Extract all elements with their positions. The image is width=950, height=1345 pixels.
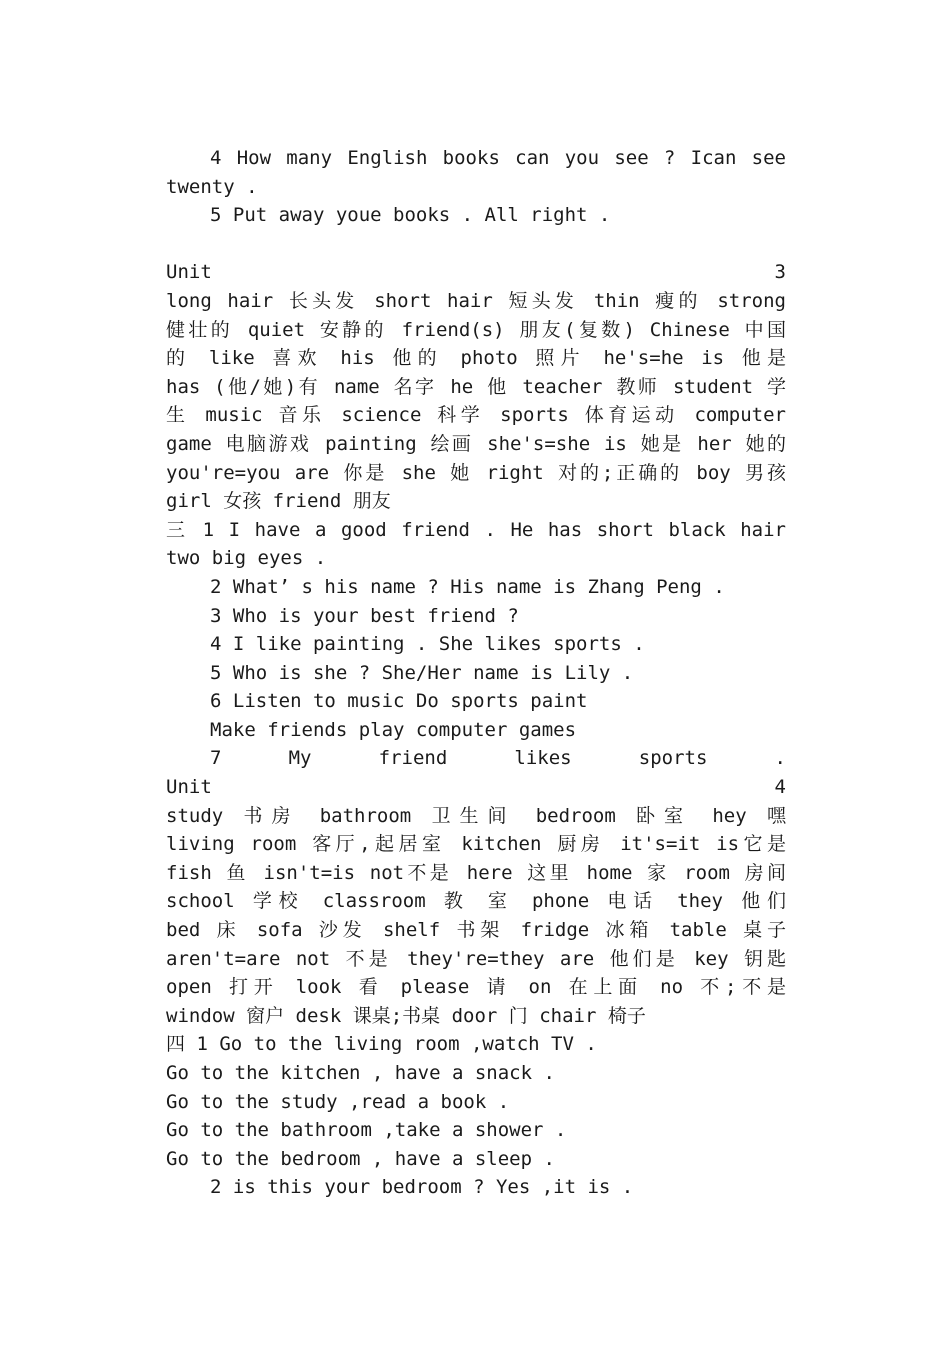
text-line: 6 Listen to music Do sports paint (210, 690, 588, 713)
document-page (166, 144, 786, 1202)
text-line: Unit 3 (166, 261, 786, 284)
text-line: game 电脑游戏 painting 绘画 she's=she is 她是 her 她的 (166, 432, 786, 455)
text-line: Go to the bedroom , have a sleep . (166, 1147, 555, 1170)
text-line: 5 Put away youe books . All right . (210, 204, 611, 227)
text-line: 2 is this your bedroom ? Yes ,it is . (210, 1176, 634, 1199)
blank-line (166, 230, 786, 259)
text-line: living room 客厅,起居室 kitchen 厨房 it's=it is它是 (166, 833, 786, 856)
text-line: twenty . (166, 175, 258, 198)
text-line: 四 1 Go to the living room ,watch TV . (166, 1033, 597, 1056)
text-line: bed 床 sofa 沙发 shelf 书架 fridge 冰箱 table 桌子 (166, 919, 786, 942)
text-line: Unit 4 (166, 776, 786, 799)
text-line: 三 1 I have a good friend . He has short black hair (166, 518, 786, 541)
text-line: aren't=are not 不是 they're=they are 他们是 key 钥匙 (166, 947, 786, 970)
text-line: 生 music 音乐 science 科学 sports 体育运动 computer (166, 404, 786, 427)
text-line: 健壮的 quiet 安静的 friend(s) 朋友(复数) Chinese 中国 (166, 318, 786, 341)
text-line: two big eyes . (166, 547, 327, 570)
text-line: Go to the bathroom ,take a shower . (166, 1119, 567, 1142)
text-line: has (他/她)有 name 名字 he 他 teacher 教师 student 学 (166, 375, 786, 398)
text-line: 5 Who is she ? She/Her name is Lily . (210, 661, 634, 684)
text-line: 4 I like painting . She likes sports . (210, 633, 645, 656)
text-line: 的 like 喜欢 his 他的 photo 照片 he's=he is 他是 (166, 347, 786, 370)
text-line: study 书房 bathroom 卫生间 bedroom 卧室 hey 嘿 (166, 804, 786, 827)
text-line: girl 女孩 friend 朋友 (166, 490, 391, 513)
text-line: open 打开 look 看 please 请 on 在上面 no 不;不是 (166, 976, 786, 999)
text-line: window 窗户 desk 课桌;书桌 door 门 chair 椅子 (166, 1004, 646, 1027)
text-line: fish 鱼 isn't=is not不是 here 这里 home 家 room 房间 (166, 861, 786, 884)
text-line: Make friends play computer games (210, 718, 577, 741)
text-line: 3 Who is your best friend ? (210, 604, 519, 627)
text-line: long hair 长头发 short hair 短头发 thin 瘦的 strong (166, 289, 786, 312)
text-line: 7 My friend likes sports . (210, 747, 786, 770)
text-line: 4 How many English books can you see ? Ican see (210, 147, 786, 169)
text-line: school 学校 classroom 教 室 phone 电话 they 他们 (166, 890, 786, 913)
text-line: 2 What’ s his name ? His name is Zhang Peng . (210, 575, 725, 598)
text-line: Go to the kitchen , have a snack . (166, 1062, 555, 1084)
text-line: you're=you are 你是 she 她 right 对的;正确的 boy 男孩 (166, 461, 786, 484)
text-line: Go to the study ,read a book . (166, 1090, 510, 1113)
